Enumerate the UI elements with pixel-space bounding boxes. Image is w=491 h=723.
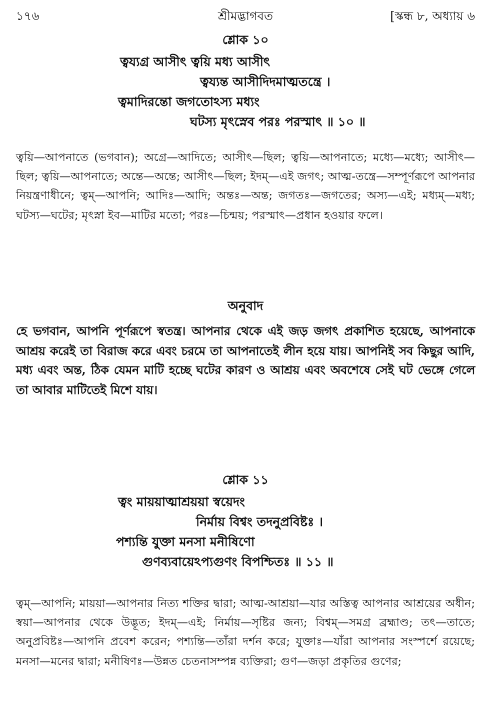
verse-10-synonyms [16,148,475,225]
verse-11-line-2: নির্মায় বিশ্বং তদনুপ্রবিষ্টঃ । [196,514,323,529]
verse-11-heading-block [16,472,475,492]
verse-11-line-1: ত্বং মায়য়াত্মাশ্রয়য়া স্বয়েদং [118,494,245,509]
verse-10-text [0,52,491,132]
verse-11-synonyms-text: ত্বম্—আপনি; মায়য়া—আপনার নিত্য শক্তির দ্বারা; আত্ম-আশ্রয়া—যার অস্তিত্ব আপনার আশ্রয়ের অধীন; স্বয়া—আপনার থেকে উদ্ভূত; ইদম্—এই; নির্মায়—সৃষ্টির জন্য; বিশ্বম্—সমগ্র ব্রহ্মাণ্ড; তৎ—তাতে; অনুপ্রবিষ্টঃ—আপনি প্রবেশ করেন; পশ্যন্তি—তাঁরা দর্শন করে; যুক্তাঃ—যাঁরা আপনার সংস্পর্শে রয়েছে; মনসা—মনের দ্বারা; মনীষিণঃ—উন্নত চেতনাসম্পন্ন ব্যক্তিরা; গুণ—জড়া প্রকৃতির গুণের; [16,597,475,668]
canto-chapter: [স্কন্ধ ৮, অধ্যায় ৬ [390,9,475,23]
page-header [16,6,475,28]
verse-10-line-4: ঘটস্য মৃৎস্নেব পরঃ পরস্মাৎ ॥ ১০ ॥ [190,114,366,129]
verse-10-heading-block [16,32,475,52]
translation-heading: অনুবাদ [227,298,264,313]
verse-10-synonyms-text: ত্বয়ি—আপনাতে (ভগবান); অগ্রে—আদিতে; আসীৎ—ছিল; ত্বয়ি—আপনাতে; মধ্যে—মধ্যে; আসীৎ—ছিল; ত্বয়ি—আপনাতে; অন্তে—অন্তে; আসীৎ—ছিল; ইদম্—এই জগৎ; আত্ম-তন্ত্রে—সম্পূর্ণরূপে আপনার নিয়ন্ত্রণাধীনে; ত্বম্—আপনি; আদিঃ—আদি; অন্তঃ—অন্ত; জগতঃ—জগতের; অস্য—এই; মধ্যম্—মধ্য; ঘটস্য—ঘটের; মৃৎস্না ইব—মাটির মতো; পরঃ—চিন্ময়; পরস্মাৎ—প্রধান হওয়ার ফলে। [16,151,475,222]
verse-10-translation-heading-block [16,298,475,318]
verse-11-synonyms [16,594,475,671]
verse-10-line-2: ত্বয্যন্ত আসীদিদমাত্মতন্ত্রে । [200,74,331,89]
verse-10-line-3: ত্বমাদিরন্তো জগতোঽস্য মধ্যং [118,94,260,109]
verse-11-heading: শ্লোক ১১ [222,472,269,487]
verse-10-translation [16,322,475,400]
book-title: শ্রীমদ্ভাগবত [217,9,273,23]
verse-10-heading: শ্লোক ১০ [222,32,269,47]
verse-11-line-3: পশ্যন্তি যুক্তা মনসা মনীষিণো [116,534,255,549]
verse-10-translation-text: হে ভগবান, আপনি পূর্ণরূপে স্বতন্ত্র। আপনার থেকে এই জড় জগৎ প্রকাশিত হয়েছে, আপনাকে আশ্রয় করেই তা বিরাজ করে এবং চরমে তা আপনাতেই লীন হয়ে যায়। আপনিই সব কিছুর আদি, মধ্য এবং অন্ত, ঠিক যেমন মাটি হচ্ছে ঘটের কারণ ও আশ্রয় এবং অবশেষে সেই ঘট ভেঙ্গে গেলে তা আবার মাটিতেই মিশে যায়। [16,324,475,397]
verse-10-line-1: ত্বয্যগ্র আসীৎ ত্বয়ি মধ্য আসীৎ [120,54,271,69]
page-number: ১৭৬ [16,9,40,23]
verse-11-text [0,492,491,572]
verse-11-line-4: গুণব্যবায়েঽপ্যগুণং বিপশ্চিতঃ ॥ ১১ ॥ [142,554,334,569]
